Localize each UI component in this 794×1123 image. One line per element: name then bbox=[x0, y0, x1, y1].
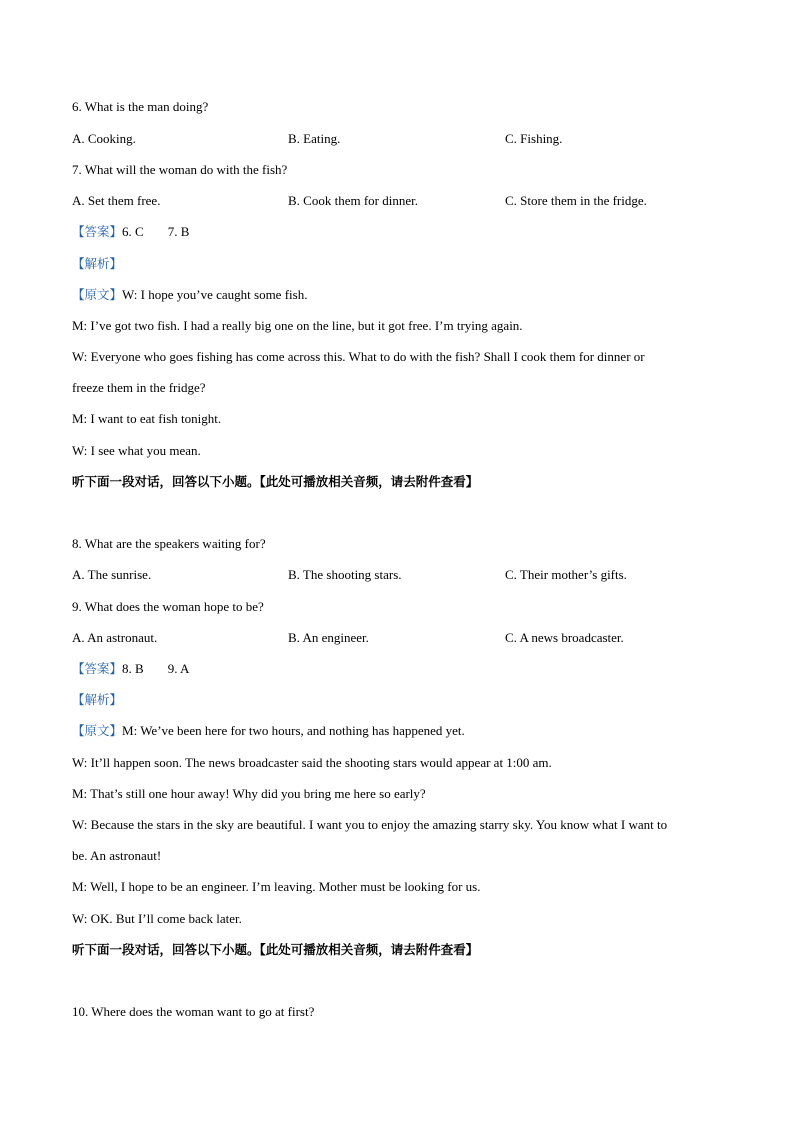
q6-option-c: C. Fishing. bbox=[505, 131, 563, 146]
analysis-tag: 【解析】 bbox=[72, 256, 123, 271]
answer-6: 6. C bbox=[122, 224, 144, 239]
answer-line-1 bbox=[72, 223, 189, 241]
transcript-text: M: We’ve been here for two hours, and nothing has happened yet. bbox=[122, 723, 465, 738]
transcript-2-line-6: M: Well, I hope to be an engineer. I’m leaving. Mother must be looking for us. bbox=[72, 879, 481, 894]
transcript-2-line-1 bbox=[72, 722, 465, 740]
transcript-1-line-1 bbox=[72, 286, 307, 304]
q7-option-b: B. Cook them for dinner. bbox=[288, 193, 418, 208]
q7-option-a: A. Set them free. bbox=[72, 193, 161, 208]
transcript-1-line-6: W: I see what you mean. bbox=[72, 443, 201, 458]
question-8: 8. What are the speakers waiting for? bbox=[72, 536, 266, 551]
question-10: 10. Where does the woman want to go at first? bbox=[72, 1004, 315, 1019]
q9-option-a: A. An astronaut. bbox=[72, 630, 158, 645]
analysis-tag: 【解析】 bbox=[72, 692, 123, 707]
transcript-tag: 【原文】 bbox=[72, 723, 123, 738]
q8-option-b: B. The shooting stars. bbox=[288, 567, 402, 582]
listening-instruction-2: 听下面一段对话，回答以下小题。【此处可播放相关音频，请去附件查看】 bbox=[72, 942, 479, 957]
q9-option-c: C. A news broadcaster. bbox=[505, 630, 624, 645]
transcript-2-line-4: W: Because the stars in the sky are beautiful. I want you to enjoy the amazing starry sky. You know what I want to bbox=[72, 817, 668, 832]
transcript-text: W: I hope you’ve caught some fish. bbox=[122, 287, 308, 302]
q9-option-b: B. An engineer. bbox=[288, 630, 369, 645]
answer-7: 7. B bbox=[167, 224, 190, 239]
q8-option-a: A. The sunrise. bbox=[72, 567, 152, 582]
answer-tag: 【答案】 bbox=[72, 224, 123, 239]
listening-instruction-1: 听下面一段对话，回答以下小题。【此处可播放相关音频，请去附件查看】 bbox=[72, 474, 479, 489]
answer-tag: 【答案】 bbox=[72, 661, 123, 676]
question-6: 6. What is the man doing? bbox=[72, 99, 209, 114]
answer-8: 8. B bbox=[122, 661, 144, 676]
transcript-1-line-3: W: Everyone who goes fishing has come across this. What to do with the fish? Shall I cook them for dinner or bbox=[72, 349, 645, 364]
transcript-2-line-2: W: It’ll happen soon. The news broadcaster said the shooting stars would appear at 1:00 am. bbox=[72, 755, 552, 770]
transcript-2-line-3: M: That’s still one hour away! Why did you bring me here so early? bbox=[72, 786, 426, 801]
answer-9: 9. A bbox=[167, 661, 190, 676]
q6-option-a: A. Cooking. bbox=[72, 131, 136, 146]
transcript-2-line-5: be. An astronaut! bbox=[72, 848, 162, 863]
q6-option-b: B. Eating. bbox=[288, 131, 341, 146]
transcript-1-line-2: M: I’ve got two fish. I had a really big one on the line, but it got free. I’m trying again. bbox=[72, 318, 523, 333]
question-9: 9. What does the woman hope to be? bbox=[72, 599, 264, 614]
analysis-line-1 bbox=[72, 255, 122, 273]
q7-option-c: C. Store them in the fridge. bbox=[505, 193, 647, 208]
transcript-tag: 【原文】 bbox=[72, 287, 123, 302]
q8-option-c: C. Their mother’s gifts. bbox=[505, 567, 627, 582]
question-7: 7. What will the woman do with the fish? bbox=[72, 162, 288, 177]
transcript-1-line-5: M: I want to eat fish tonight. bbox=[72, 411, 222, 426]
transcript-1-line-4: freeze them in the fridge? bbox=[72, 380, 206, 395]
answer-line-2 bbox=[72, 660, 189, 678]
analysis-line-2 bbox=[72, 691, 122, 709]
transcript-2-line-7: W: OK. But I’ll come back later. bbox=[72, 911, 242, 926]
